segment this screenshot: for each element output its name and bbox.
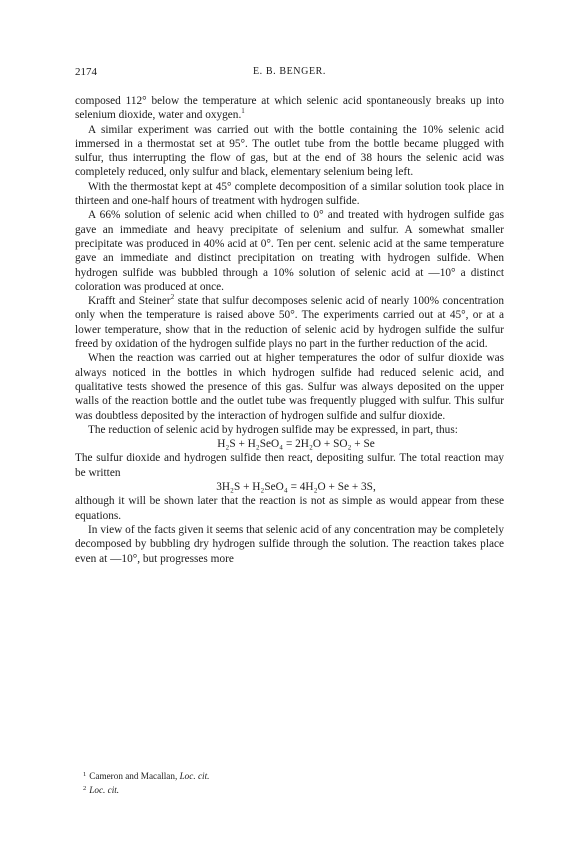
footnote: $^2$ Loc. cit. [83, 784, 120, 795]
paragraph: The reduction of selenic acid by hydrogen sulfide may be expressed, in part, thus: [88, 423, 458, 436]
paragraph: composed 112° below the temperature at which selenic acid spontaneously breaks up into selenium dioxide, water and oxygen.$^1$ [75, 95, 504, 122]
footnote-ref: 1 [241, 107, 245, 116]
footnote-mark: 1 [83, 771, 87, 778]
equation: 3H₂S + H₂SeO₄ = 4H₂O + Se + 3S, [216, 481, 376, 494]
footnote-ref: 2 [170, 293, 175, 302]
paragraph: When the reaction was carried out at higher temperatures the odor of sulfur dioxide was always noticed in the bottles in which hydrogen sulfide had reduced selenic acid, and qualitative tests showed the presence of this gas. Sulfur was always deposited on the upper walls of the reaction bottle and the outlet tube was frequently plugged with sulfur. This sulfur was doubtless deposited by the interaction of hydrogen sulfide and sulfur dioxide. [75, 352, 504, 422]
paragraph: A similar experiment was carried out with the bottle containing the 10% selenic acid immersed in a thermostat set at 95°. The outlet tube from the bottle became plugged with sulfur, thus interrupting the flow of gas, but at the end of 38 hours the selenic acid was completely reduced, only sulfur and black, elementary selenium being left. [75, 123, 504, 179]
paragraph: although it will be shown later that the reaction is not as simple as would appear from these equations. [75, 495, 504, 522]
footnote-mark: 2 [83, 784, 87, 792]
page-number: 2174 [75, 66, 97, 78]
paragraph: The sulfur dioxide and hydrogen sulfide then react, depositing sulfur. The total reaction may be written [75, 452, 504, 479]
page-header [75, 66, 504, 82]
footnotes [83, 769, 503, 796]
paragraph: In view of the facts given it seems that selenic acid of any concentration may be completely decomposed by bubbling dry hydrogen sulfide through the solution. The reaction takes place even at —10°, but progresses more [75, 523, 504, 565]
paragraph: A 66% solution of selenic acid when chilled to 0° and treated with hydrogen sulfide gas gave an immediate and heavy precipitate of selenium and sulfur. A somewhat smaller precipitate was produced in 40% acid at 0°. Ten per cent. selenic acid at the same temperature gave an immediate and distinct precipitation on treating with hydrogen sulfide. When hydrogen sulfide was bubbled through a 10% solution of selenic acid at —10° a distinct coloration was produced at once. [75, 209, 504, 293]
footnote: $^1$ Cameron and Macallan, Loc. cit. [83, 771, 210, 781]
running-head: E. B. BENGER. [252, 66, 327, 77]
paragraph: Krafft and Steiner$^2$ state that sulfur decomposes selenic acid of nearly 100% concentration only when the temperature is raised above 50°. The experiments carried out at 45°, or at a lower temperature, show that in the reduction of selenic acid by hydrogen sulfide the sulfur freed by oxidation of the hydrogen sulfide plays no part in the further reduction of the acid. [75, 293, 504, 351]
equation: H₂S + H₂SeO₄ = 2H₂O + SO₂ + Se [217, 438, 375, 451]
article-body [75, 94, 504, 566]
paragraph: With the thermostat kept at 45° complete decomposition of a similar solution took place in thirteen and one-half hours of treatment with hydrogen sulfide. [75, 180, 504, 208]
